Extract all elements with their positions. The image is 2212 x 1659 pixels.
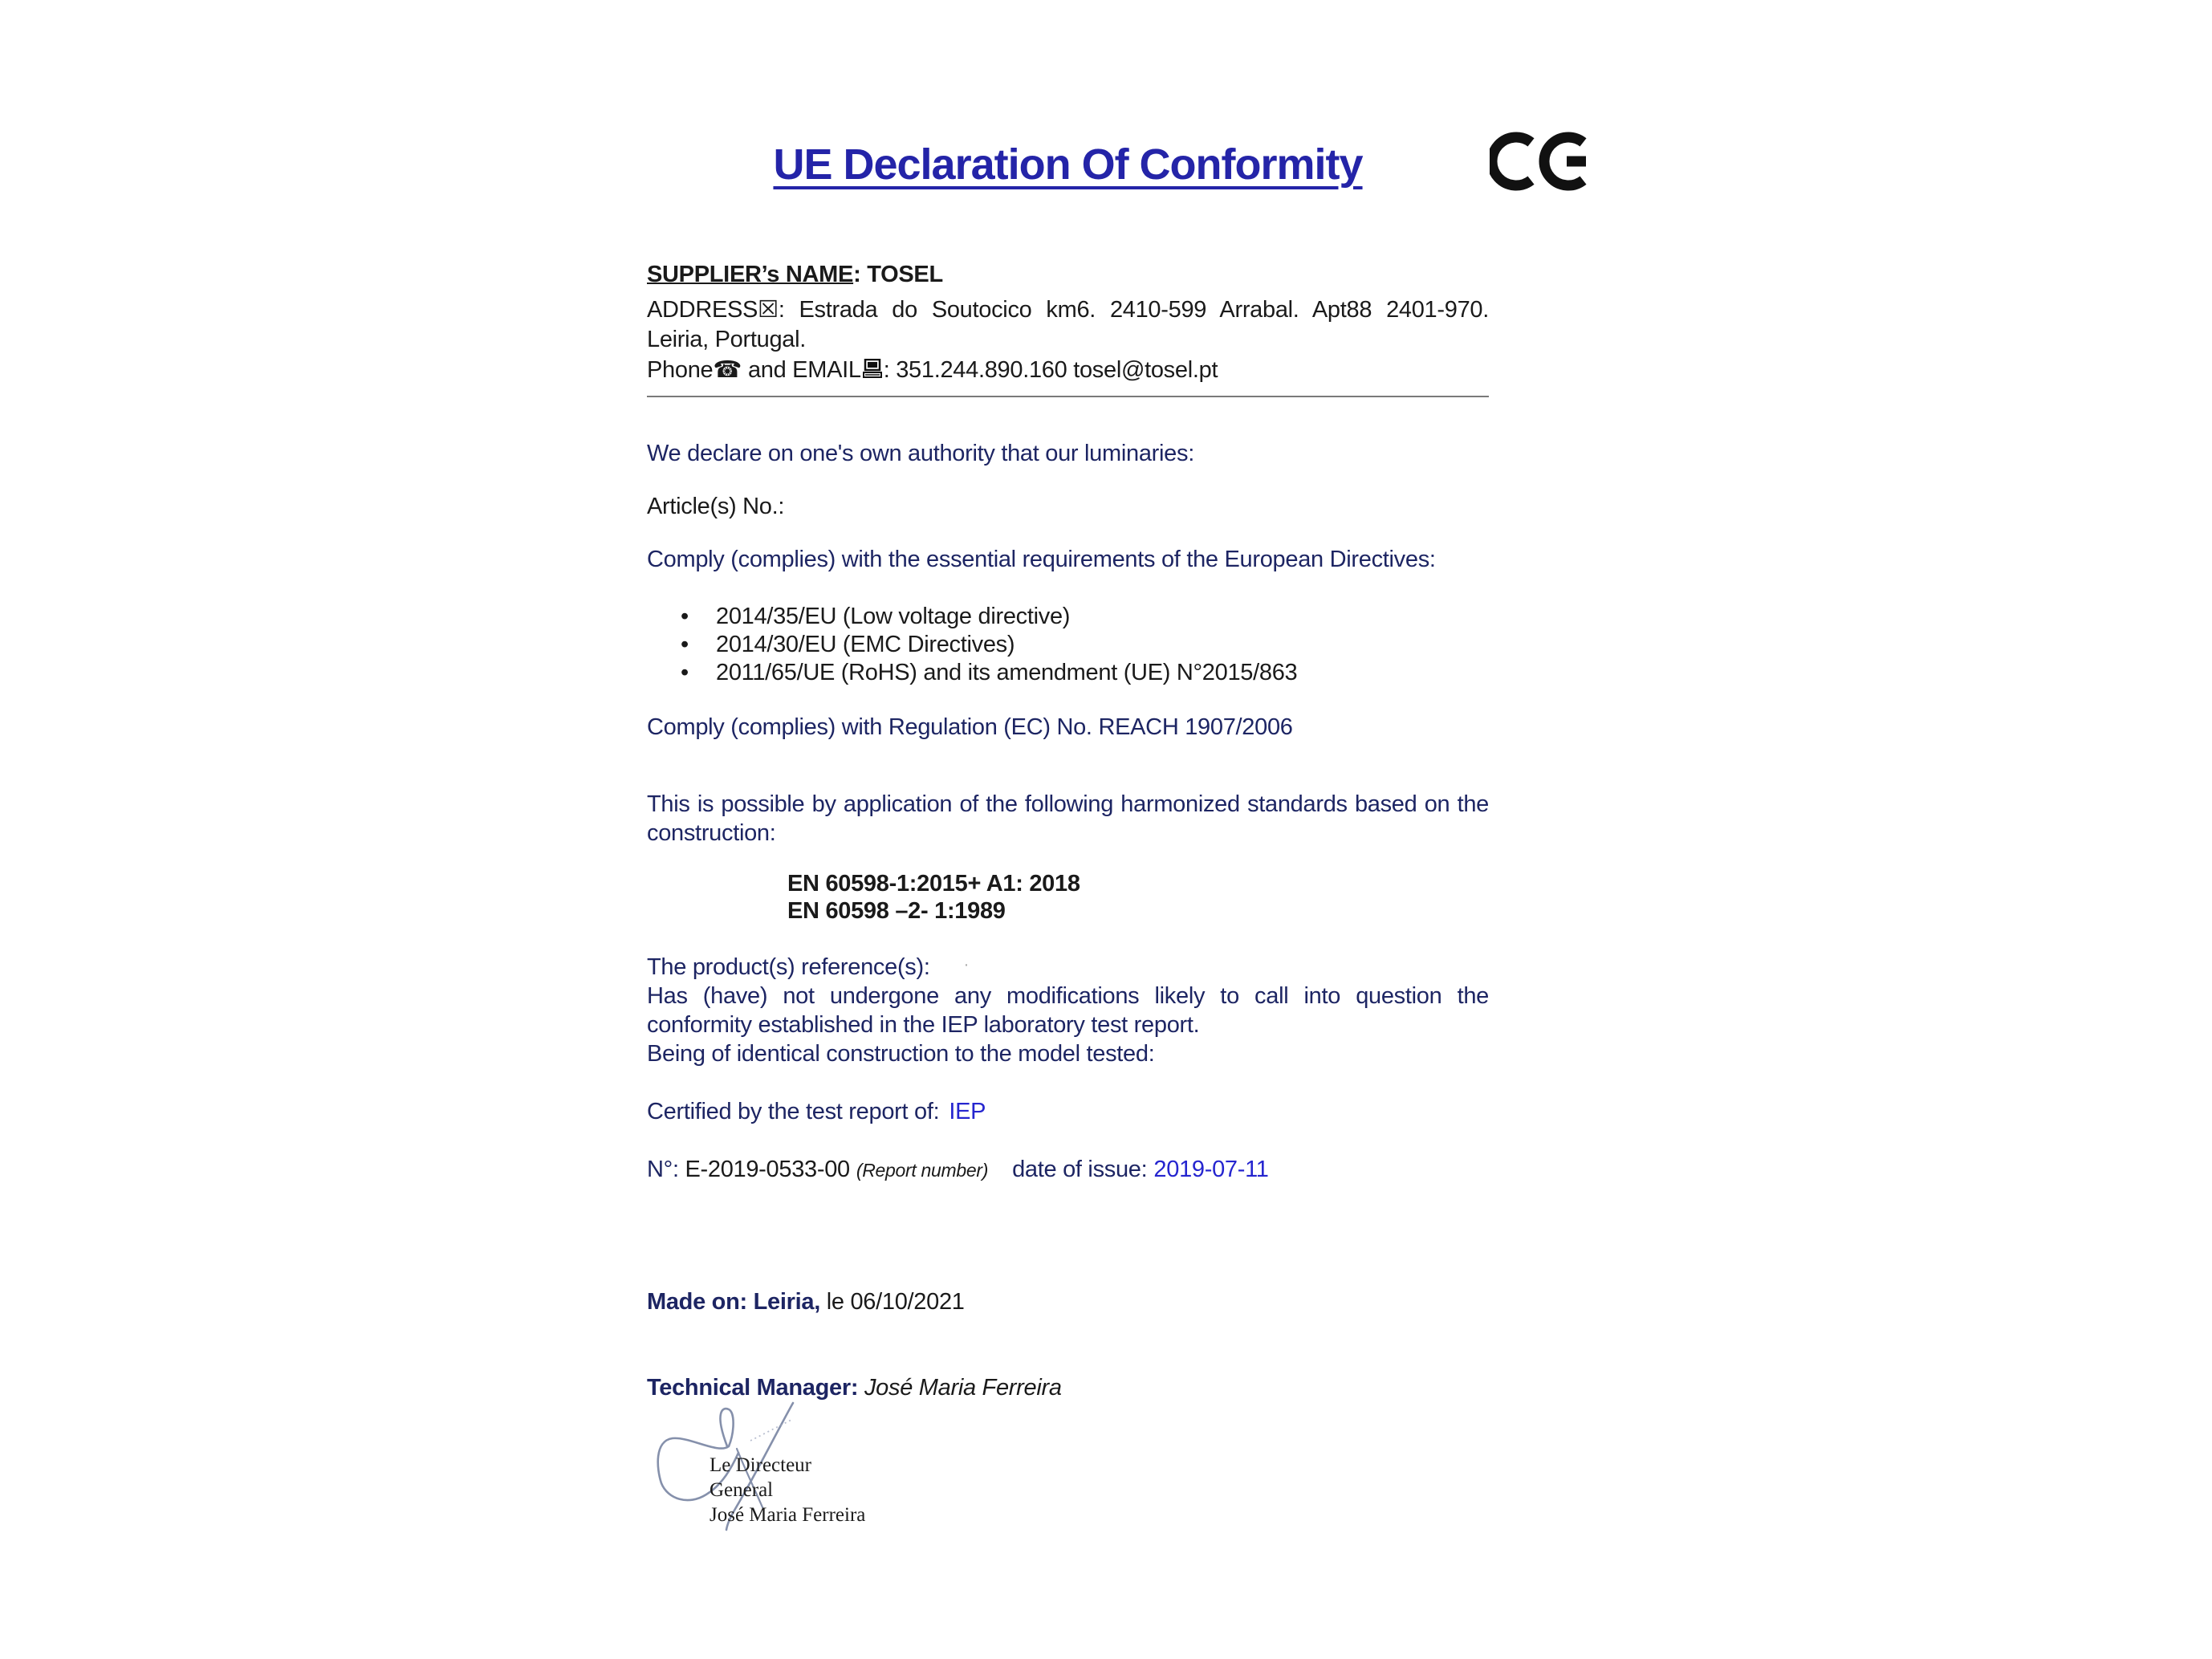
technical-manager-value: José Maria Ferreira: [858, 1375, 1062, 1401]
directive-text: 2014/30/EU (EMC Directives): [716, 632, 1015, 657]
list-item-directive-1: [681, 603, 1489, 631]
document-content: [647, 138, 1489, 1402]
technical-manager-label: Technical Manager:: [647, 1375, 859, 1401]
certified-line: [647, 1097, 1489, 1126]
standard-1: EN 60598-1:2015+ A1: 2018: [787, 871, 1080, 897]
directives-list: [647, 603, 1489, 687]
supplier-name-label: SUPPLIER’s NAME: [647, 262, 854, 287]
declaration-statement: We declare on one's own authority that our luminaries:: [647, 441, 1194, 466]
standard-2: EN 60598 –2- 1:1989: [787, 898, 1006, 924]
product-reference-line: [647, 950, 1489, 982]
page-title: UE Declaration Of Conformity: [773, 140, 1363, 189]
directive-text: 2011/65/UE (RoHS) and its amendment (UE) N°2015/863: [716, 660, 1298, 685]
supplier-name-line: [647, 260, 1489, 290]
made-on-line: [647, 1287, 1489, 1316]
certified-value: IEP: [949, 1099, 986, 1124]
supplier-name-value: : TOSEL: [853, 262, 943, 287]
envelope-icon: ☒: [758, 295, 779, 323]
signature-title: Le Directeur General: [710, 1454, 812, 1501]
signature-name: José Maria Ferreira: [710, 1504, 866, 1526]
issue-date-value: 2019-07-11: [1153, 1157, 1269, 1182]
supplier-block: [647, 260, 1489, 388]
supplier-address-line: [647, 295, 1489, 355]
list-item-directive-2: [681, 631, 1489, 659]
harmonized-standards-line: This is possible by application of the following harmonized standards based on the construction:: [647, 791, 1489, 846]
report-number-value: E-2019-0533-00: [678, 1157, 850, 1182]
product-reference-text: The product(s) reference(s):: [647, 954, 930, 980]
standards-block: [647, 870, 1489, 925]
report-number-note: (Report number): [856, 1160, 989, 1181]
identical-construction-line: Being of identical construction to the model tested:: [647, 1041, 1155, 1067]
stray-mark: ·: [963, 956, 969, 974]
report-number-line: [647, 1155, 1489, 1185]
issue-date-label: date of issue:: [1012, 1157, 1148, 1182]
address-value: : Estrada do Soutocico km6. 2410-599 Arrabal. Apt88 2401-970. Leiria, Portugal.: [647, 297, 1489, 352]
ce-mark-icon: [1490, 127, 1598, 196]
made-on-value: le 06/10/2021: [819, 1289, 965, 1315]
computer-icon: [863, 358, 882, 388]
articles-line: Article(s) No.:: [647, 494, 785, 519]
separator-line: [647, 396, 1489, 397]
phone-label: Phone: [647, 357, 714, 383]
email-label: and EMAIL: [742, 357, 861, 383]
list-item-directive-3: [681, 659, 1489, 687]
ce-mark-svg: [1490, 127, 1598, 196]
signature-stamp-text: [710, 1453, 867, 1527]
comply-reach-line: Comply (complies) with Regulation (EC) No. REACH 1907/2006: [647, 714, 1293, 740]
comply-directives-line: Comply (complies) with the essential requirements of the European Directives:: [647, 547, 1436, 572]
modifications-line: Has (have) not undergone any modifications likely to call into question the conformity established in the IEP laboratory test report.: [647, 983, 1489, 1038]
phone-icon: ☎: [713, 356, 742, 383]
address-label: ADDRESS: [647, 297, 758, 323]
signature-block: [642, 1397, 867, 1581]
contact-value: : 351.244.890.160 tosel@tosel.pt: [883, 357, 1218, 383]
made-on-label: Made on: Leiria,: [647, 1289, 820, 1315]
certified-label: Certified by the test report of:: [647, 1099, 940, 1124]
directive-text: 2014/35/EU (Low voltage directive): [716, 604, 1071, 629]
report-number-label: N°:: [647, 1157, 679, 1182]
supplier-contact-line: [647, 355, 1489, 388]
